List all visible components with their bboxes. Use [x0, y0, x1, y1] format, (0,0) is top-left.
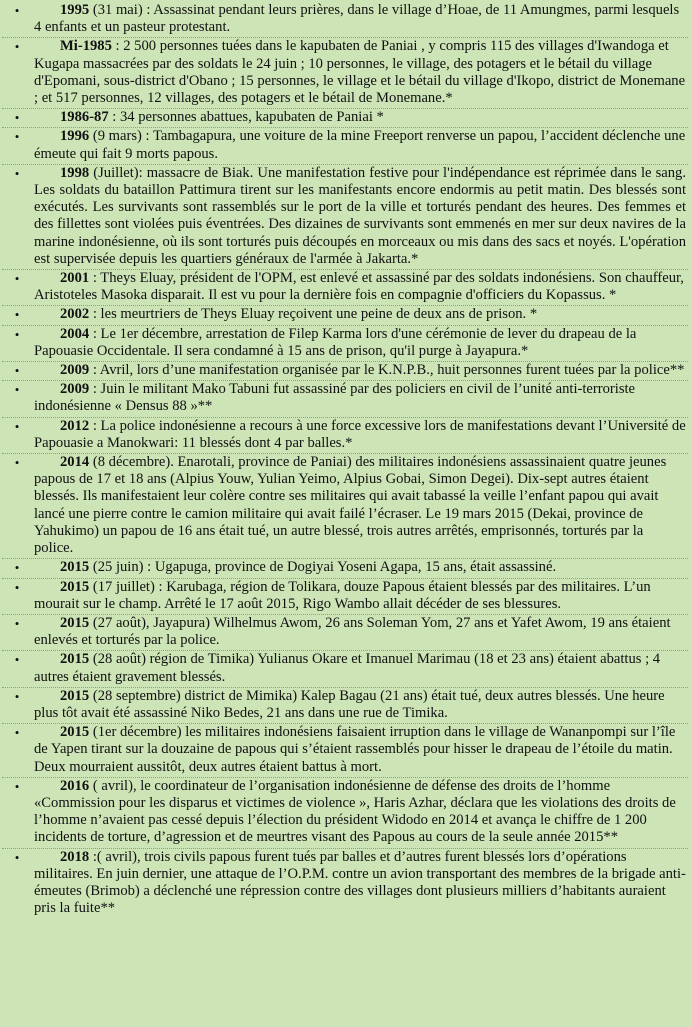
bullet-icon: •	[14, 725, 20, 741]
entry-text	[32, 651, 688, 686]
entry-text	[32, 615, 688, 650]
entry-text	[32, 109, 688, 127]
entry-year: 2014	[60, 454, 90, 471]
bullet-icon: •	[14, 615, 20, 631]
entry-text	[32, 326, 688, 361]
entry-description: (17 juillet) : Karubaga, région de Tolikara, douze Papous étaient blessés par des militaires. L’un mourait sur le champ. Arrêté le 17 août 2015, Rigo Wambo allait décéder de ses blessures.	[34, 578, 651, 612]
bullet-icon: •	[14, 688, 20, 704]
entry-year: 2015	[60, 559, 90, 576]
bullet-icon: •	[14, 326, 20, 342]
bullet-icon: •	[14, 39, 20, 55]
bullet-icon: •	[14, 455, 20, 471]
entry-description: (25 juin) : Ugapuga, province de Dogiyai Yoseni Agapa, 15 ans, était assassiné.	[89, 559, 557, 576]
entry-text	[32, 418, 688, 453]
entry-description: (28 août) région de Timika) Yulianus Okare et Imanuel Marimau (18 et 23 ans) étaient abattus ; 4 autres étaient gravement blessés.	[34, 651, 661, 685]
bullet-icon: •	[14, 652, 20, 668]
entry-description: : La police indonésienne a recours à une force excessive lors de manifestations devant l’Université de Papouasie a Manokwari: 11 blessés dont 4 par balles.*	[34, 417, 686, 451]
entry-year: 2016	[60, 777, 90, 794]
entry-description: : Theys Eluay, président de l'OPM, est enlevé et assassiné par des soldats indonésiens. Son chauffeur, Aristoteles Masoka disparait. Il est vu pour la dernière fois en compagnie d'officiers du Kopassus. *	[34, 270, 684, 304]
entry-text	[32, 778, 688, 848]
list-item	[2, 454, 688, 559]
bullet-icon: •	[14, 271, 20, 287]
list-item	[2, 2, 688, 38]
entry-description: ( avril), le coordinateur de l’organisation indonésienne de défense des droits de l’homme «Commission pour les disparus et victimes de violence », Haris Azhar, déclara que les violations des droits de l’homme n’avaient pas cessé depuis l’élection du président Widodo en 2014 et avança le chiffre de 1 200 incidents de torture, d’agression et de meurtres visant des Papous au cours de la seule année 2015**	[34, 777, 676, 846]
list-item	[2, 849, 688, 919]
entry-text	[32, 579, 688, 614]
entry-text	[32, 362, 688, 380]
entry-text	[32, 270, 688, 305]
list-item	[2, 724, 688, 778]
entry-text	[32, 688, 688, 723]
entry-year: 2015	[60, 724, 90, 741]
entry-year: 2015	[60, 651, 90, 668]
entry-year: 2018	[60, 848, 90, 865]
list-item	[2, 128, 688, 164]
list-item	[2, 165, 688, 270]
bullet-icon: •	[14, 110, 20, 126]
list-item	[2, 651, 688, 687]
list-item	[2, 362, 688, 381]
list-item	[2, 778, 688, 849]
entry-text	[32, 454, 688, 558]
entry-description: (9 mars) : Tambagapura, une voiture de la mine Freeport renverse un papou, l’accident déclenche une émeute qui fait 9 morts papous.	[34, 128, 686, 162]
list-item	[2, 559, 688, 578]
entry-text	[32, 381, 688, 416]
list-item	[2, 688, 688, 724]
entry-year: 2004	[60, 325, 90, 342]
entry-year: Mi-1985	[60, 38, 112, 55]
entry-text	[32, 2, 688, 37]
list-item	[2, 381, 688, 417]
entry-text	[32, 306, 688, 324]
list-item	[2, 418, 688, 454]
bullet-icon: •	[14, 849, 20, 865]
list-item	[2, 579, 688, 615]
entry-year: 1995	[60, 2, 90, 18]
entry-text	[32, 559, 688, 577]
bullet-icon: •	[14, 579, 20, 595]
entry-description: (31 mai) : Assassinat pendant leurs prières, dans le village d’Hoae, de 11 Amungmes, parmi lesquels 4 enfants et un pasteur protestant.	[34, 2, 680, 36]
bullet-icon: •	[14, 165, 20, 181]
bullet-icon: •	[14, 778, 20, 794]
entry-year: 1986-87	[60, 109, 109, 126]
entry-year: 2015	[60, 614, 90, 631]
entry-description: : Juin le militant Mako Tabuni fut assassiné par des policiers en civil de l’unité anti-terroriste indonésienne « Densus 88 »**	[34, 381, 636, 415]
entry-year: 2015	[60, 687, 90, 704]
entry-description: : 34 personnes abattues, kapubaten de Paniai *	[108, 109, 384, 126]
entry-description: : 2 500 personnes tuées dans le kapubaten de Paniai , y compris 115 des villages d'Iwandoga et Kugapa massacrées par des soldats le 24 juin ; 10 personnes, le village, des potagers et le bétail du village d'Epomani, sous-district d'Obano ; 15 personnes, le village et le bétail du village d'Ikopo, district de Monemane ; et 517 personnes, 12 villages, des potagers et le bétail de Monemane.*	[34, 38, 686, 107]
entry-text	[32, 38, 688, 108]
bullet-icon: •	[14, 129, 20, 145]
list-item	[2, 270, 688, 306]
entry-text	[32, 724, 688, 777]
entry-description: (27 août), Jayapura) Wilhelmus Awom, 26 ans Soleman Yom, 27 ans et Yafet Awom, 19 ans étaient enlevés et torturés par la police.	[34, 614, 671, 649]
entry-year: 1996	[60, 128, 90, 145]
bullet-icon: •	[14, 382, 20, 398]
bullet-icon: •	[14, 307, 20, 323]
entry-year: 2002	[60, 306, 90, 323]
entry-text	[32, 128, 688, 163]
bullet-icon: •	[14, 560, 20, 576]
bullet-icon: •	[14, 3, 20, 18]
entry-description: : Le 1er décembre, arrestation de Filep Karma lors d'une cérémonie de lever du drapeau de la Papouasie Occidentale. Il sera condamné à 15 ans de prison, qu'il purge à Jayapura.*	[34, 325, 637, 359]
entry-text	[32, 849, 688, 919]
entry-year: 2012	[60, 417, 90, 434]
entry-text	[32, 165, 688, 269]
entry-year: 1998	[60, 164, 90, 181]
list-item	[2, 326, 688, 362]
list-item	[2, 306, 688, 325]
entry-year: 2009	[60, 381, 90, 398]
bullet-icon: •	[14, 363, 20, 379]
list-item	[2, 38, 688, 109]
entry-description: (28 septembre) district de Mimika) Kalep Bagau (21 ans) était tué, deux autres blessés. Une heure plus tôt avait été assassiné Niko Bedes, 21 ans dans une rue de Timika.	[34, 687, 665, 721]
entry-description: (Juillet): massacre de Biak. Une manifestation festive pour l'indépendance est réprimée dans le sang. Les soldats du bataillon Pattimura tirent sur les manifestants encore endormis au petit matin. Des blessés sont exécutés. Les survivants sont rassemblés sur le port de la ville et torturés pendant des heures. Des femmes et des fillettes sont violées puis éventrées. Des dizaines de survivants sont emmenés en mer sur deux navires de la marine indonésienne, où ils sont torturés puis découpés en morceaux ou mis dans des sacs et noyés. L'opération est supervisée depuis les quartiers généraux de l'armée à Jakarta.*	[34, 164, 686, 267]
entry-year: 2009	[60, 362, 90, 379]
list-item	[2, 615, 688, 651]
bullet-icon: •	[14, 418, 20, 434]
entry-description: (1er décembre) les militaires indonésiens faisaient irruption dans le village de Wananpompi sur l’île de Yapen tirant sur la douzaine de papous qui s’étaient rassemblés pour hisser le drapeau de l’étoile du matin. Deux mourraient aussitôt, deux autres étaient battus à mort.	[34, 724, 676, 775]
entry-description: : les meurtriers de Theys Eluay reçoivent une peine de deux ans de prison. *	[89, 306, 538, 323]
list-item	[2, 109, 688, 128]
entry-description: : Avril, lors d’une manifestation organisée par le K.N.P.B., huit personnes furent tuées par la police**	[89, 362, 685, 379]
entry-description: :( avril), trois civils papous furent tués par balles et d’autres furent blessés lors d’opérations militaires. En juin dernier, une attaque de l’O.P.M. contre un avion transportant des membres de la brigade anti-émeutes (Brimob) a déclenché une répression contre des villages dont plusieurs milliers d’habitants auraient pris la fuite**	[34, 848, 686, 917]
entry-year: 2001	[60, 270, 90, 287]
entry-description: (8 décembre). Enarotali, province de Paniai) des militaires indonésiens assassinaient quatre jeunes papous de 17 et 18 ans (Alpius Youw, Yulian Yeimo, Alpius Gobai, Simon Degei). Dix-sept autres étaient blessés. Ils manifestaient leur colère contre ses militaires qui avait tabassé la veille l’enfant papou qui avait lancé une pierre contre le camion militaire qui avait failé l’écraser. Le 19 mars 2015 (Dekai, province de Yahukimo) un papou de 16 ans était tué, un autre blessé, trois autres arrêtés, emprisonnés, torturés par la police.	[34, 454, 667, 557]
entry-year: 2015	[60, 578, 90, 595]
